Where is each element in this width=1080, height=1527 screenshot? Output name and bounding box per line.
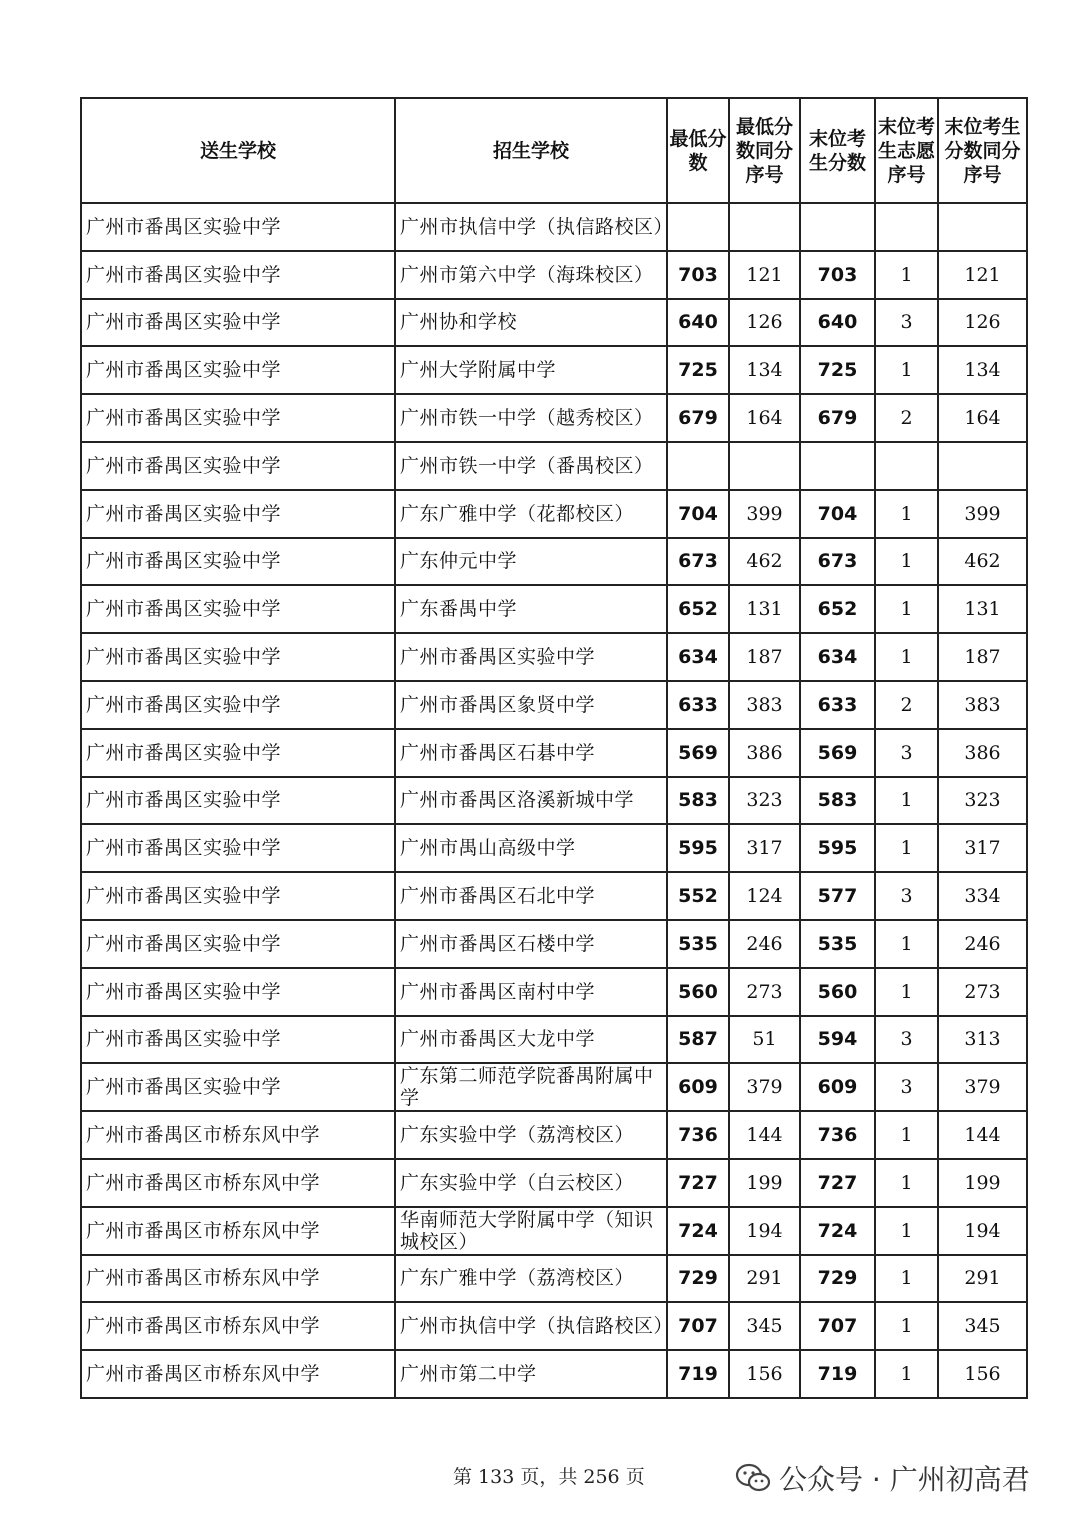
- cell-sender-school: 广州市番禺区实验中学: [81, 538, 395, 586]
- cell-min-score: [667, 442, 729, 490]
- cell-receiver-school: 广州市执信中学（执信路校区）: [395, 1302, 667, 1350]
- cell-min-rank: 246: [729, 920, 800, 968]
- cell-last-preference: 1: [875, 538, 938, 586]
- cell-last-score: 704: [800, 490, 875, 538]
- cell-last-rank: 156: [938, 1350, 1027, 1398]
- cell-last-preference: 2: [875, 394, 938, 442]
- cell-sender-school: 广州市番禺区实验中学: [81, 346, 395, 394]
- table-row: [81, 346, 1027, 394]
- table-row: [81, 633, 1027, 681]
- cell-sender-school: 广州市番禺区市桥东风中学: [81, 1255, 395, 1303]
- cell-min-rank: 386: [729, 729, 800, 777]
- cell-min-score: 595: [667, 824, 729, 872]
- table-row: [81, 1207, 1027, 1255]
- cell-last-preference: 1: [875, 1302, 938, 1350]
- cell-min-rank: 134: [729, 346, 800, 394]
- cell-sender-school: 广州市番禺区实验中学: [81, 729, 395, 777]
- cell-min-score: 736: [667, 1111, 729, 1159]
- cell-last-preference: 1: [875, 585, 938, 633]
- cell-last-preference: 3: [875, 1063, 938, 1111]
- table-row: [81, 538, 1027, 586]
- table-row: [81, 872, 1027, 920]
- cell-sender-school: 广州市番禺区实验中学: [81, 777, 395, 825]
- header-receiver-school: 招生学校: [395, 98, 667, 203]
- cell-last-preference: [875, 442, 938, 490]
- cell-min-rank: 291: [729, 1255, 800, 1303]
- cell-last-rank: 379: [938, 1063, 1027, 1111]
- cell-min-rank: 383: [729, 681, 800, 729]
- cell-last-preference: 2: [875, 681, 938, 729]
- header-sender-school: 送生学校: [81, 98, 395, 203]
- cell-last-rank: 462: [938, 538, 1027, 586]
- cell-receiver-school: 广州市番禺区实验中学: [395, 633, 667, 681]
- cell-receiver-school: 广东实验中学（荔湾校区）: [395, 1111, 667, 1159]
- cell-sender-school: 广州市番禺区实验中学: [81, 681, 395, 729]
- cell-min-score: 587: [667, 1016, 729, 1064]
- cell-min-rank: 131: [729, 585, 800, 633]
- header-last-score: 末位考生分数: [800, 98, 875, 203]
- cell-last-rank: 194: [938, 1207, 1027, 1255]
- cell-receiver-school: 广州市番禺区洛溪新城中学: [395, 777, 667, 825]
- cell-sender-school: 广州市番禺区实验中学: [81, 585, 395, 633]
- table-row: [81, 1016, 1027, 1064]
- table-body: [81, 203, 1027, 1398]
- cell-min-rank: 51: [729, 1016, 800, 1064]
- cell-receiver-school: 广东仲元中学: [395, 538, 667, 586]
- cell-last-rank: 317: [938, 824, 1027, 872]
- cell-last-score: [800, 203, 875, 251]
- cell-last-preference: 3: [875, 729, 938, 777]
- table-row: [81, 490, 1027, 538]
- cell-last-score: 640: [800, 299, 875, 347]
- cell-min-score: 707: [667, 1302, 729, 1350]
- cell-last-score: 609: [800, 1063, 875, 1111]
- cell-receiver-school: 广东番禺中学: [395, 585, 667, 633]
- cell-min-rank: 323: [729, 777, 800, 825]
- header-last-preference: 末位考生志愿序号: [875, 98, 938, 203]
- cell-sender-school: 广州市番禺区市桥东风中学: [81, 1302, 395, 1350]
- cell-min-rank: 379: [729, 1063, 800, 1111]
- cell-last-preference: 1: [875, 1207, 938, 1255]
- table-row: [81, 442, 1027, 490]
- cell-receiver-school: 广州市执信中学（执信路校区）: [395, 203, 667, 251]
- cell-last-score: 719: [800, 1350, 875, 1398]
- cell-receiver-school: 广州市禺山高级中学: [395, 824, 667, 872]
- cell-receiver-school: 广州市第二中学: [395, 1350, 667, 1398]
- cell-min-rank: [729, 442, 800, 490]
- cell-last-preference: [875, 203, 938, 251]
- cell-min-score: 727: [667, 1159, 729, 1207]
- cell-sender-school: 广州市番禺区实验中学: [81, 442, 395, 490]
- cell-min-score: 704: [667, 490, 729, 538]
- cell-sender-school: 广州市番禺区实验中学: [81, 872, 395, 920]
- cell-last-score: 724: [800, 1207, 875, 1255]
- wechat-icon: [735, 1463, 771, 1493]
- cell-receiver-school: 广州市番禺区大龙中学: [395, 1016, 667, 1064]
- cell-receiver-school: 广州市番禺区南村中学: [395, 968, 667, 1016]
- cell-receiver-school: 广州市番禺区象贤中学: [395, 681, 667, 729]
- cell-last-score: 725: [800, 346, 875, 394]
- table-row: [81, 203, 1027, 251]
- cell-receiver-school: 广州协和学校: [395, 299, 667, 347]
- cell-sender-school: 广州市番禺区实验中学: [81, 824, 395, 872]
- cell-min-score: 725: [667, 346, 729, 394]
- cell-last-score: 707: [800, 1302, 875, 1350]
- cell-sender-school: 广州市番禺区市桥东风中学: [81, 1159, 395, 1207]
- table-row: [81, 1302, 1027, 1350]
- table-row: [81, 920, 1027, 968]
- cell-last-preference: 1: [875, 1111, 938, 1159]
- table-row: [81, 729, 1027, 777]
- cell-last-rank: [938, 442, 1027, 490]
- cell-sender-school: 广州市番禺区实验中学: [81, 920, 395, 968]
- cell-last-score: 569: [800, 729, 875, 777]
- cell-min-rank: 317: [729, 824, 800, 872]
- cell-last-score: 703: [800, 251, 875, 299]
- cell-last-score: 594: [800, 1016, 875, 1064]
- table-row: [81, 1111, 1027, 1159]
- cell-last-rank: 345: [938, 1302, 1027, 1350]
- cell-last-rank: 323: [938, 777, 1027, 825]
- cell-sender-school: 广州市番禺区实验中学: [81, 394, 395, 442]
- cell-min-rank: 156: [729, 1350, 800, 1398]
- cell-last-rank: 131: [938, 585, 1027, 633]
- cell-receiver-school: 广州大学附属中学: [395, 346, 667, 394]
- cell-last-score: 652: [800, 585, 875, 633]
- cell-sender-school: 广州市番禺区市桥东风中学: [81, 1207, 395, 1255]
- cell-last-rank: 144: [938, 1111, 1027, 1159]
- cell-min-score: 724: [667, 1207, 729, 1255]
- cell-min-rank: [729, 203, 800, 251]
- cell-sender-school: 广州市番禺区实验中学: [81, 299, 395, 347]
- page-number: 第 133 页，共 256 页: [453, 1466, 645, 1488]
- cell-last-score: 633: [800, 681, 875, 729]
- cell-last-score: 577: [800, 872, 875, 920]
- cell-last-score: 736: [800, 1111, 875, 1159]
- cell-min-rank: 144: [729, 1111, 800, 1159]
- cell-sender-school: 广州市番禺区实验中学: [81, 490, 395, 538]
- cell-receiver-school: 广东广雅中学（花都校区）: [395, 490, 667, 538]
- cell-last-score: 583: [800, 777, 875, 825]
- cell-min-rank: 187: [729, 633, 800, 681]
- cell-min-score: 679: [667, 394, 729, 442]
- table-row: [81, 824, 1027, 872]
- cell-receiver-school: 广东第二师范学院番禺附属中学: [395, 1063, 667, 1111]
- cell-min-rank: 164: [729, 394, 800, 442]
- cell-sender-school: 广州市番禺区市桥东风中学: [81, 1111, 395, 1159]
- cell-last-score: 673: [800, 538, 875, 586]
- cell-last-rank: 164: [938, 394, 1027, 442]
- cell-last-rank: 291: [938, 1255, 1027, 1303]
- cell-receiver-school: 广州市番禺区石北中学: [395, 872, 667, 920]
- cell-last-preference: 1: [875, 1350, 938, 1398]
- cell-last-score: 727: [800, 1159, 875, 1207]
- cell-last-preference: 1: [875, 824, 938, 872]
- cell-min-rank: 121: [729, 251, 800, 299]
- cell-last-rank: 273: [938, 968, 1027, 1016]
- cell-last-rank: 383: [938, 681, 1027, 729]
- cell-last-score: 679: [800, 394, 875, 442]
- cell-sender-school: 广州市番禺区实验中学: [81, 251, 395, 299]
- cell-min-score: 652: [667, 585, 729, 633]
- cell-last-preference: 1: [875, 251, 938, 299]
- cell-min-rank: 194: [729, 1207, 800, 1255]
- cell-last-rank: 334: [938, 872, 1027, 920]
- cell-sender-school: 广州市番禺区实验中学: [81, 1063, 395, 1111]
- table-row: [81, 1350, 1027, 1398]
- cell-min-score: 633: [667, 681, 729, 729]
- cell-last-rank: 246: [938, 920, 1027, 968]
- watermark-text: 公众号 · 广州初高君: [779, 1463, 1030, 1496]
- cell-sender-school: 广州市番禺区实验中学: [81, 1016, 395, 1064]
- watermark: [735, 1458, 1030, 1498]
- cell-min-score: [667, 203, 729, 251]
- cell-receiver-school: 华南师范大学附属中学（知识城校区）: [395, 1207, 667, 1255]
- table-row: [81, 299, 1027, 347]
- cell-last-preference: 1: [875, 920, 938, 968]
- cell-last-score: 729: [800, 1255, 875, 1303]
- cell-receiver-school: 广州市第六中学（海珠校区）: [395, 251, 667, 299]
- header-last-rank: 末位考生分数同分序号: [938, 98, 1027, 203]
- cell-min-rank: 273: [729, 968, 800, 1016]
- cell-min-score: 719: [667, 1350, 729, 1398]
- table-row: [81, 681, 1027, 729]
- cell-receiver-school: 广州市番禺区石碁中学: [395, 729, 667, 777]
- cell-last-score: 595: [800, 824, 875, 872]
- header-min-rank: 最低分数同分序号: [729, 98, 800, 203]
- table-row: [81, 251, 1027, 299]
- cell-receiver-school: 广州市番禺区石楼中学: [395, 920, 667, 968]
- cell-min-rank: 126: [729, 299, 800, 347]
- cell-min-score: 609: [667, 1063, 729, 1111]
- cell-last-preference: 1: [875, 490, 938, 538]
- cell-last-preference: 1: [875, 968, 938, 1016]
- page-footer: [0, 1458, 1080, 1498]
- cell-last-rank: 313: [938, 1016, 1027, 1064]
- cell-receiver-school: 广东实验中学（白云校区）: [395, 1159, 667, 1207]
- cell-min-score: 569: [667, 729, 729, 777]
- cell-last-score: [800, 442, 875, 490]
- cell-min-score: 673: [667, 538, 729, 586]
- cell-last-preference: 1: [875, 1255, 938, 1303]
- admission-score-table: [80, 97, 1028, 1399]
- cell-receiver-school: 广东广雅中学（荔湾校区）: [395, 1255, 667, 1303]
- cell-last-preference: 1: [875, 633, 938, 681]
- cell-last-rank: 121: [938, 251, 1027, 299]
- cell-last-preference: 3: [875, 872, 938, 920]
- cell-min-rank: 345: [729, 1302, 800, 1350]
- cell-sender-school: 广州市番禺区实验中学: [81, 633, 395, 681]
- table-header: [81, 98, 1027, 203]
- cell-receiver-school: 广州市铁一中学（番禺校区）: [395, 442, 667, 490]
- cell-min-score: 583: [667, 777, 729, 825]
- cell-min-score: 703: [667, 251, 729, 299]
- header-min-score: 最低分数: [667, 98, 729, 203]
- cell-last-preference: 1: [875, 346, 938, 394]
- cell-min-rank: 399: [729, 490, 800, 538]
- cell-last-rank: 126: [938, 299, 1027, 347]
- cell-min-rank: 462: [729, 538, 800, 586]
- cell-last-rank: 386: [938, 729, 1027, 777]
- table-row: [81, 777, 1027, 825]
- cell-last-rank: 399: [938, 490, 1027, 538]
- cell-min-score: 552: [667, 872, 729, 920]
- cell-sender-school: 广州市番禺区市桥东风中学: [81, 1350, 395, 1398]
- cell-min-score: 535: [667, 920, 729, 968]
- cell-min-score: 634: [667, 633, 729, 681]
- table-row: [81, 1063, 1027, 1111]
- cell-min-score: 729: [667, 1255, 729, 1303]
- table-row: [81, 585, 1027, 633]
- cell-last-rank: [938, 203, 1027, 251]
- table-row: [81, 1159, 1027, 1207]
- cell-last-rank: 199: [938, 1159, 1027, 1207]
- cell-sender-school: 广州市番禺区实验中学: [81, 968, 395, 1016]
- header-row: [81, 98, 1027, 203]
- cell-min-rank: 124: [729, 872, 800, 920]
- table-row: [81, 968, 1027, 1016]
- cell-last-preference: 3: [875, 1016, 938, 1064]
- table-row: [81, 1255, 1027, 1303]
- cell-min-score: 560: [667, 968, 729, 1016]
- cell-last-score: 634: [800, 633, 875, 681]
- cell-last-preference: 1: [875, 1159, 938, 1207]
- cell-last-score: 535: [800, 920, 875, 968]
- cell-last-rank: 134: [938, 346, 1027, 394]
- cell-min-score: 640: [667, 299, 729, 347]
- cell-sender-school: 广州市番禺区实验中学: [81, 203, 395, 251]
- cell-last-preference: 3: [875, 299, 938, 347]
- cell-last-score: 560: [800, 968, 875, 1016]
- cell-receiver-school: 广州市铁一中学（越秀校区）: [395, 394, 667, 442]
- cell-last-rank: 187: [938, 633, 1027, 681]
- cell-min-rank: 199: [729, 1159, 800, 1207]
- cell-last-preference: 1: [875, 777, 938, 825]
- table-row: [81, 394, 1027, 442]
